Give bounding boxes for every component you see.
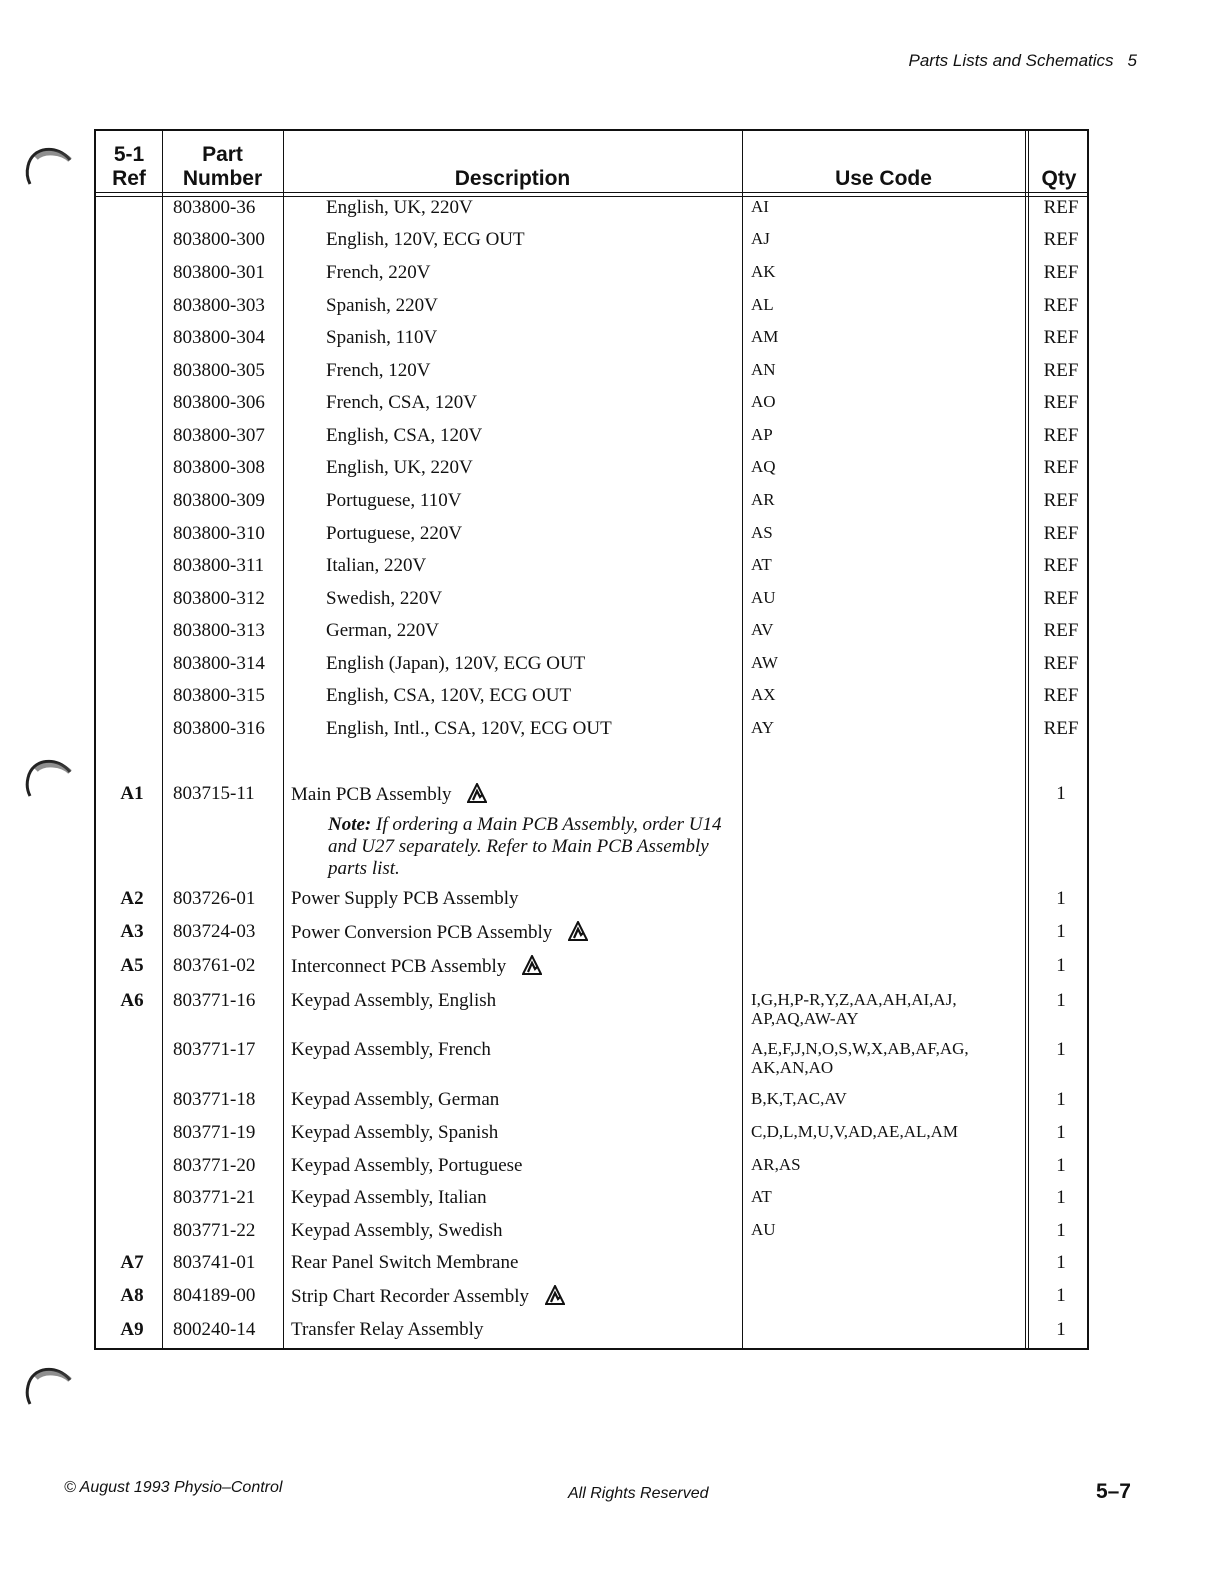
quantity: REF [1043, 327, 1079, 348]
esd-warning-icon [522, 955, 542, 981]
column-divider [1025, 131, 1029, 1348]
use-code [751, 718, 1021, 737]
part-number: 803741-01 [173, 1252, 256, 1273]
use-code-line: AS [751, 523, 773, 542]
description-text: Main PCB Assembly [291, 784, 452, 805]
use-code [751, 229, 1021, 248]
description [326, 653, 776, 675]
note-text: If ordering a Main PCB Assembly, order U14 and U27 separately. Refer to Main PCB Assembly parts list. [328, 814, 722, 879]
use-code-line: C,D,L,M,U,V,AD,AE,AL,AM [751, 1122, 958, 1141]
part-number: 803771-16 [173, 990, 256, 1011]
use-code-line: AK,AN,AO [751, 1058, 834, 1077]
description [326, 457, 776, 479]
description-text: Keypad Assembly, Spanish [291, 1122, 499, 1143]
use-code [751, 653, 1021, 672]
part-number: 803800-313 [173, 620, 265, 641]
description [291, 1122, 741, 1144]
column-header-part-number: Part Number [182, 143, 263, 190]
column-divider [162, 131, 163, 1348]
description [326, 197, 776, 219]
use-code-line: AI [751, 197, 769, 216]
quantity: REF [1043, 620, 1079, 641]
description-text: English (Japan), 120V, ECG OUT [326, 653, 586, 674]
running-head-title: Parts Lists and Schematics [908, 51, 1114, 70]
quantity: REF [1043, 653, 1079, 674]
description [291, 1220, 741, 1242]
description [326, 327, 776, 349]
note-label: Note: [328, 814, 372, 835]
quantity: REF [1043, 229, 1079, 250]
quantity: 1 [1056, 1122, 1066, 1143]
description-text: French, 120V [326, 360, 431, 381]
description-text: Spanish, 110V [326, 327, 438, 348]
part-number: 803800-303 [173, 295, 265, 316]
description [326, 295, 776, 317]
quantity: REF [1043, 555, 1079, 576]
column-header-description: Description [454, 167, 571, 190]
use-code-line: AV [751, 620, 774, 639]
quantity: REF [1043, 490, 1079, 511]
quantity: 1 [1056, 1155, 1066, 1176]
main-pcb-note [328, 814, 728, 880]
ref-designator: A5 [120, 955, 144, 976]
column-header-use-code: Use Code [835, 167, 932, 190]
description [291, 1319, 741, 1341]
use-code [751, 457, 1021, 476]
use-code [751, 1187, 1021, 1206]
quantity: REF [1043, 392, 1079, 413]
description-text: Transfer Relay Assembly [291, 1319, 484, 1340]
column-divider [283, 131, 284, 1348]
part-number: 803771-18 [173, 1089, 256, 1110]
use-code [751, 990, 1021, 1028]
part-number: 803771-17 [173, 1039, 256, 1060]
quantity: REF [1043, 197, 1079, 218]
use-code-line: AP,AQ,AW-AY [751, 1009, 859, 1028]
quantity: REF [1043, 360, 1079, 381]
use-code [751, 392, 1021, 411]
quantity: REF [1043, 457, 1079, 478]
ref-designator: A2 [120, 888, 144, 909]
description-text: Keypad Assembly, Swedish [291, 1220, 503, 1241]
description [291, 1039, 741, 1061]
description-text: English, CSA, 120V [326, 425, 483, 446]
description-text: Portuguese, 220V [326, 523, 463, 544]
part-number: 803715-11 [173, 783, 255, 804]
part-number: 803800-307 [173, 425, 265, 446]
use-code-line: AJ [751, 229, 770, 248]
description-text: Keypad Assembly, French [291, 1039, 491, 1060]
quantity: REF [1043, 685, 1079, 706]
quantity: 1 [1056, 955, 1066, 976]
quantity: 1 [1056, 1252, 1066, 1273]
description-text: French, 220V [326, 262, 431, 283]
use-code-line: AT [751, 1187, 772, 1206]
part-number: 803800-301 [173, 262, 265, 283]
description [326, 262, 776, 284]
use-code [751, 262, 1021, 281]
quantity: 1 [1056, 1285, 1066, 1306]
part-number: 803771-22 [173, 1220, 256, 1241]
use-code-line: AK [751, 262, 776, 281]
part-number: 804189-00 [173, 1285, 256, 1306]
punch-hole-mark [22, 146, 72, 186]
use-code-line: AR,AS [751, 1155, 801, 1174]
use-code [751, 555, 1021, 574]
use-code [751, 1155, 1021, 1174]
header-rule [96, 192, 1087, 193]
use-code-line: AN [751, 360, 776, 379]
use-code-line: AW [751, 653, 778, 672]
description [326, 392, 776, 414]
description [291, 783, 741, 809]
use-code-line: I,G,H,P-R,Y,Z,AA,AH,AI,AJ, [751, 990, 957, 1009]
description [291, 1187, 741, 1209]
use-code-line: AO [751, 392, 776, 411]
description-text: Spanish, 220V [326, 295, 438, 316]
description [326, 425, 776, 447]
column-header-qty: Qty [1041, 167, 1077, 190]
quantity: 1 [1056, 1319, 1066, 1340]
description-text: Swedish, 220V [326, 588, 443, 609]
part-number: 803800-305 [173, 360, 265, 381]
ref-designator: A8 [120, 1285, 144, 1306]
part-number: 803800-312 [173, 588, 265, 609]
description-text: Rear Panel Switch Membrane [291, 1252, 519, 1273]
use-code-line: AL [751, 295, 774, 314]
quantity: 1 [1056, 921, 1066, 942]
description [326, 523, 776, 545]
quantity: REF [1043, 588, 1079, 609]
description [326, 555, 776, 577]
description-text: Keypad Assembly, Portuguese [291, 1155, 523, 1176]
description-text: French, CSA, 120V [326, 392, 477, 413]
use-code-line: AP [751, 425, 773, 444]
use-code [751, 327, 1021, 346]
ref-designator: A1 [120, 783, 144, 804]
description [326, 229, 776, 251]
use-code [751, 295, 1021, 314]
description-text: Keypad Assembly, English [291, 990, 497, 1011]
use-code-line: B,K,T,AC,AV [751, 1089, 847, 1108]
description-text: Portuguese, 110V [326, 490, 462, 511]
description [291, 1252, 741, 1274]
use-code-line: AU [751, 1220, 776, 1239]
description-text: Keypad Assembly, German [291, 1089, 500, 1110]
use-code-line: AY [751, 718, 774, 737]
quantity: REF [1043, 425, 1079, 446]
part-number: 803800-310 [173, 523, 265, 544]
ref-designator: A6 [120, 990, 144, 1011]
description [291, 1285, 741, 1311]
quantity: 1 [1056, 1039, 1066, 1060]
description [326, 718, 776, 740]
quantity: 1 [1056, 783, 1066, 804]
use-code-line: AU [751, 588, 776, 607]
use-code [751, 685, 1021, 704]
quantity: 1 [1056, 1220, 1066, 1241]
use-code [751, 490, 1021, 509]
use-code [751, 1089, 1021, 1108]
part-number: 803800-304 [173, 327, 265, 348]
description [326, 360, 776, 382]
part-number: 800240-14 [173, 1319, 256, 1340]
part-number: 803800-308 [173, 457, 265, 478]
description-text: English, 120V, ECG OUT [326, 229, 525, 250]
description [291, 1089, 741, 1111]
quantity: 1 [1056, 888, 1066, 909]
description-text: English, UK, 220V [326, 457, 473, 478]
part-number: 803800-300 [173, 229, 265, 250]
esd-warning-icon [568, 921, 588, 947]
esd-warning-icon [545, 1285, 565, 1311]
ref-designator: A3 [120, 921, 144, 942]
ref-designator: A7 [120, 1252, 144, 1273]
description-text: Italian, 220V [326, 555, 427, 576]
part-number: 803800-314 [173, 653, 265, 674]
use-code [751, 523, 1021, 542]
part-number: 803800-306 [173, 392, 265, 413]
ref-designator: A9 [120, 1319, 144, 1340]
part-number: 803724-03 [173, 921, 256, 942]
use-code [751, 1039, 1021, 1077]
description-text: Strip Chart Recorder Assembly [291, 1286, 529, 1307]
description [291, 955, 741, 981]
part-number: 803726-01 [173, 888, 256, 909]
description [326, 620, 776, 642]
description-text: English, Intl., CSA, 120V, ECG OUT [326, 718, 612, 739]
use-code [751, 425, 1021, 444]
use-code [751, 1122, 1021, 1141]
description [291, 888, 741, 910]
use-code [751, 197, 1021, 216]
use-code-line: AX [751, 685, 776, 704]
description [291, 990, 741, 1012]
description-text: Keypad Assembly, Italian [291, 1187, 487, 1208]
running-head-section: 5 [1127, 51, 1137, 70]
use-code [751, 588, 1021, 607]
part-number: 803800-315 [173, 685, 265, 706]
footer-page-number: 5–7 [1095, 1480, 1131, 1503]
description-text: Power Supply PCB Assembly [291, 888, 519, 909]
description-text: English, UK, 220V [326, 197, 473, 218]
use-code [751, 360, 1021, 379]
parts-table [94, 129, 1089, 1350]
part-number: 803761-02 [173, 955, 256, 976]
description [326, 685, 776, 707]
quantity: 1 [1056, 1187, 1066, 1208]
running-head [909, 51, 1138, 71]
column-header-ref: 5-1 Ref [112, 143, 146, 190]
footer-copyright: © August 1993 Physio–Control [64, 1479, 283, 1496]
description-text: English, CSA, 120V, ECG OUT [326, 685, 572, 706]
part-number: 803800-309 [173, 490, 265, 511]
use-code-line: AQ [751, 457, 776, 476]
description [326, 490, 776, 512]
part-number: 803800-311 [173, 555, 265, 576]
punch-hole-mark [22, 1366, 72, 1406]
quantity: 1 [1056, 990, 1066, 1011]
quantity: REF [1043, 262, 1079, 283]
quantity: REF [1043, 718, 1079, 739]
use-code-line: A,E,F,J,N,O,S,W,X,AB,AF,AG, [751, 1039, 969, 1058]
use-code-line: AT [751, 555, 772, 574]
quantity: REF [1043, 523, 1079, 544]
punch-hole-mark [22, 758, 72, 798]
description-text: Power Conversion PCB Assembly [291, 922, 553, 943]
quantity: REF [1043, 295, 1079, 316]
description [326, 588, 776, 610]
part-number: 803800-316 [173, 718, 265, 739]
quantity: 1 [1056, 1089, 1066, 1110]
part-number: 803771-20 [173, 1155, 256, 1176]
description-text: German, 220V [326, 620, 439, 641]
description [291, 921, 741, 947]
esd-warning-icon [467, 783, 487, 809]
footer-rights: All Rights Reserved [568, 1485, 709, 1502]
use-code-line: AR [751, 490, 775, 509]
part-number: 803771-21 [173, 1187, 256, 1208]
use-code [751, 1220, 1021, 1239]
description [291, 1155, 741, 1177]
part-number: 803800-36 [173, 197, 256, 218]
use-code [751, 620, 1021, 639]
description-text: Interconnect PCB Assembly [291, 956, 507, 977]
use-code-line: AM [751, 327, 779, 346]
part-number: 803771-19 [173, 1122, 256, 1143]
